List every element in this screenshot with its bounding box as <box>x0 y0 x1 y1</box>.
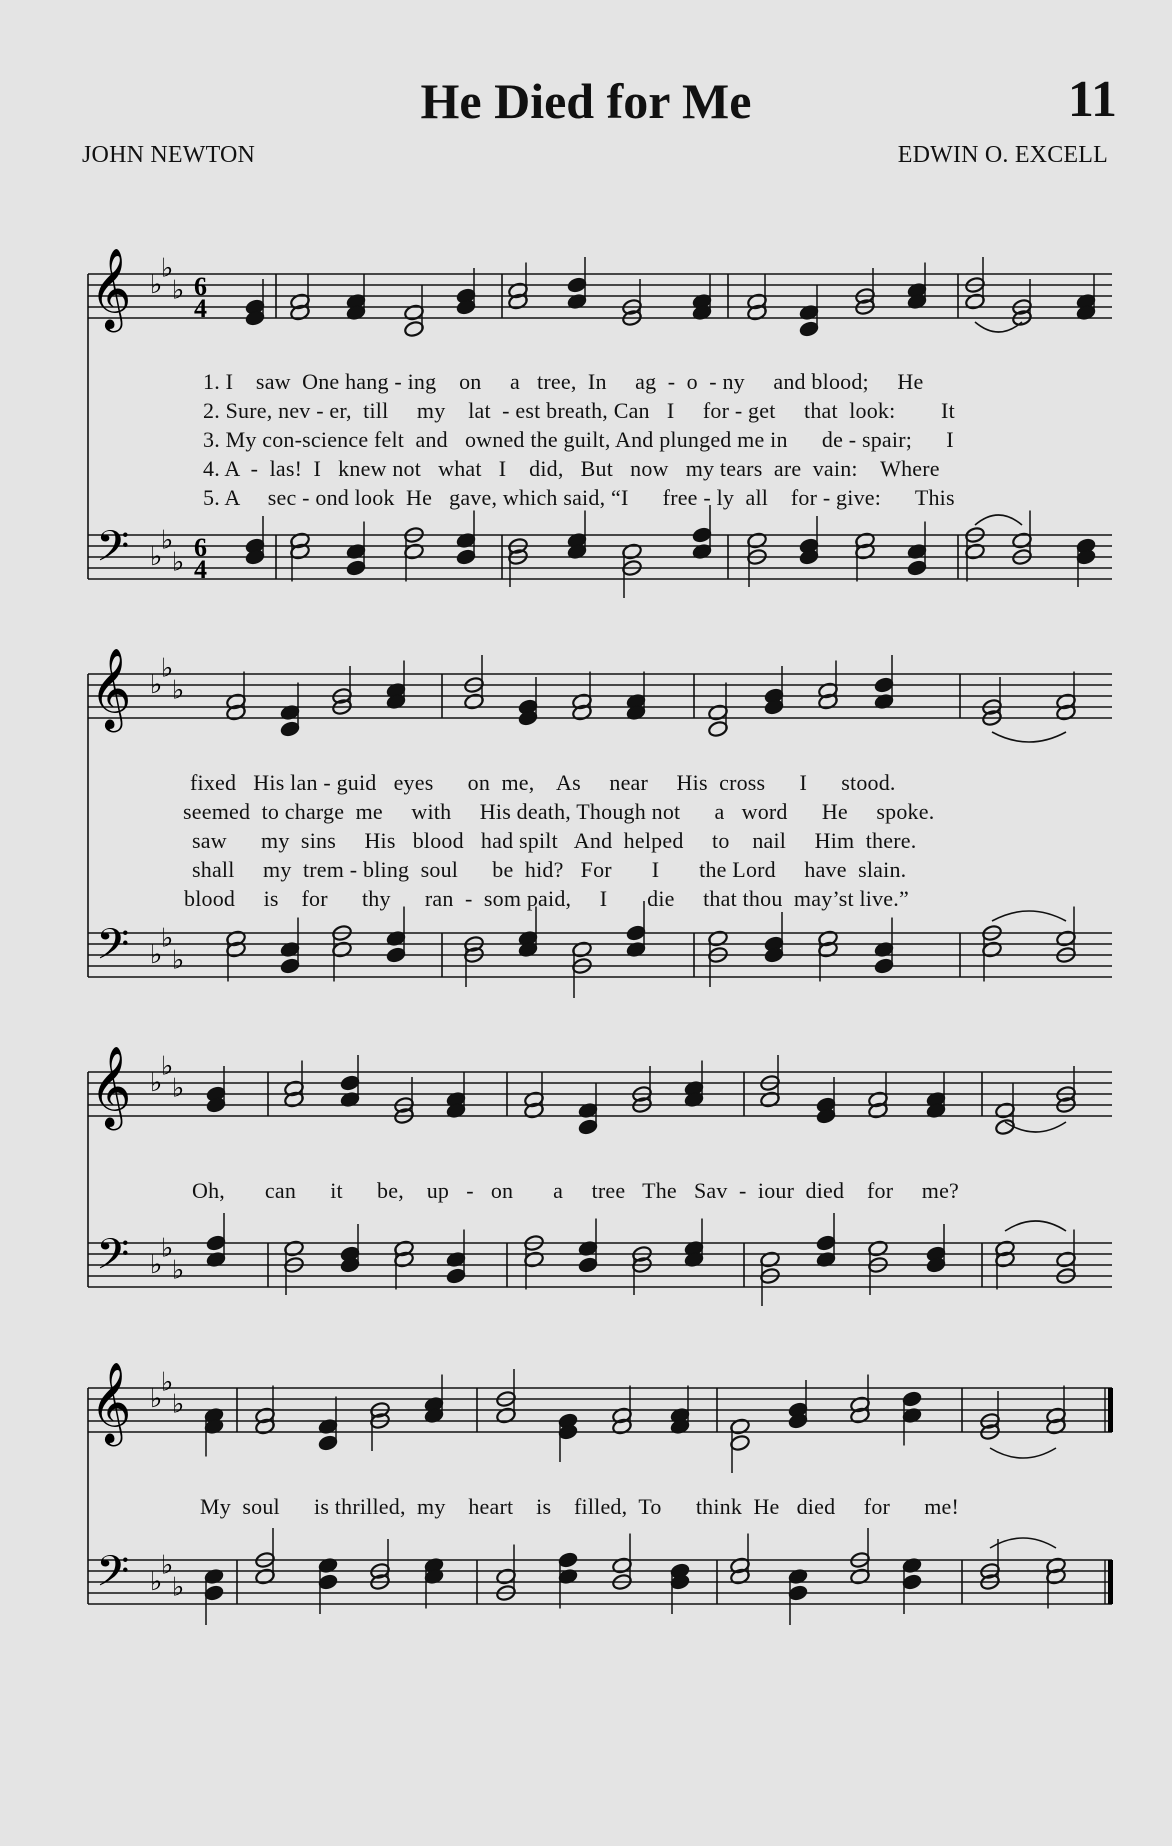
chord <box>577 1219 598 1274</box>
chord <box>994 1083 1015 1136</box>
verse-1-line-1: 1. I saw One hang - ing on a tree, In ag - o - ny and blood; He <box>203 369 924 394</box>
chord <box>815 1213 836 1268</box>
time-signature-bottom: 4 <box>194 555 207 584</box>
flat-sign-icon: ♭ <box>172 275 185 306</box>
chord <box>345 522 366 577</box>
chord <box>339 1224 360 1274</box>
time-signature-bottom: 4 <box>194 294 207 323</box>
flat-sign-icon: ♭ <box>161 525 174 556</box>
chord <box>867 1072 888 1120</box>
chord <box>763 912 784 964</box>
tie <box>990 1538 1056 1548</box>
refrain-line-2: My soul is thrilled, my heart is filled, To think He died for me! <box>200 1494 960 1519</box>
treble-clef-icon: 𝄞 <box>90 647 132 729</box>
flat-sign-icon: ♭ <box>172 547 185 578</box>
flat-sign-icon: ♭ <box>172 1073 185 1104</box>
chord <box>369 1539 390 1591</box>
chord <box>557 1551 578 1608</box>
flat-sign-icon: ♭ <box>161 1051 174 1082</box>
chord <box>244 279 265 327</box>
chord <box>964 257 985 310</box>
flat-sign-icon: ♭ <box>150 270 163 300</box>
chord <box>317 1397 338 1452</box>
tie <box>992 911 1066 921</box>
chord <box>566 257 587 310</box>
final-barline-thick <box>1108 1388 1113 1432</box>
chord <box>507 263 528 311</box>
bass-staff <box>88 1243 1112 1287</box>
chord <box>203 1568 224 1625</box>
treble-staff <box>88 1072 1112 1116</box>
flat-sign-icon: ♭ <box>172 1572 185 1603</box>
chord <box>317 1557 338 1614</box>
chord <box>691 274 712 322</box>
chord <box>815 1077 836 1125</box>
tie <box>1005 1221 1066 1231</box>
time-signature-top: 6 <box>194 533 207 562</box>
chord <box>393 1077 414 1125</box>
chord <box>463 935 484 987</box>
chord <box>906 263 927 311</box>
chord <box>873 918 894 975</box>
hymn-number: 11 <box>1067 71 1117 128</box>
chord <box>798 516 819 566</box>
chord <box>906 522 927 577</box>
chord <box>979 1539 1000 1591</box>
verse-1-line-2: fixed His lan - guid eyes on me, As near His cross I stood. <box>190 770 896 795</box>
bass-clef-icon: 𝄢 <box>96 522 130 582</box>
chord <box>571 941 592 998</box>
chord <box>787 1568 808 1625</box>
flat-sign-icon: ♭ <box>150 1384 163 1414</box>
chord <box>445 1072 466 1120</box>
chord <box>577 1083 598 1136</box>
flat-sign-icon: ♭ <box>150 940 163 970</box>
verse-4-line-2: shall my trem - bling soul be hid? For I the Lord have slain. <box>192 857 907 882</box>
bass-clef-icon: 𝄢 <box>96 1230 130 1290</box>
flat-sign-icon: ♭ <box>150 1567 163 1597</box>
verse-2-line-1: 2. Sure, nev - er, till my lat - est breath, Can I for - get that look: It <box>203 398 955 423</box>
lyricist-credit: JOHN NEWTON <box>82 142 256 168</box>
tie <box>975 515 1022 525</box>
chord <box>557 1412 578 1462</box>
flat-sign-icon: ♭ <box>150 542 163 572</box>
chord <box>445 1230 466 1285</box>
chord <box>759 1055 780 1108</box>
chord <box>339 1055 360 1108</box>
chord <box>631 1066 652 1114</box>
treble-clef-icon: 𝄞 <box>90 247 132 329</box>
verse-2-line-2: seemed to charge me with His death, Though not a word He spoke. <box>183 799 935 824</box>
chord <box>205 1213 226 1268</box>
chord <box>669 1562 690 1614</box>
chord <box>455 511 476 566</box>
verse-3-line-2: saw my sins His blood had spilt And helped to nail Him there. <box>192 828 917 853</box>
time-signature-top: 6 <box>194 272 207 301</box>
chord <box>798 285 819 338</box>
chord <box>283 1061 304 1109</box>
chord <box>925 1224 946 1274</box>
flat-sign-icon: ♭ <box>161 253 174 284</box>
chord <box>385 907 406 964</box>
chord <box>707 930 728 987</box>
chord <box>1075 274 1096 322</box>
chord <box>205 1066 226 1114</box>
chord <box>729 1418 750 1473</box>
chord <box>621 543 642 598</box>
chord <box>403 285 424 338</box>
chord <box>369 1401 390 1451</box>
chord <box>279 918 300 975</box>
chord <box>759 1251 780 1306</box>
composer-credit: EDWIN O. EXCELL <box>897 142 1108 168</box>
flat-sign-icon: ♭ <box>150 670 163 700</box>
chord <box>254 1528 275 1585</box>
chord <box>523 1072 544 1120</box>
chord <box>849 1528 870 1585</box>
verse-3-line-1: 3. My con-science felt and owned the guilt, And plunged me in de - spair; I <box>203 427 954 452</box>
chord <box>463 655 484 710</box>
chord <box>495 1369 516 1424</box>
chord <box>345 274 366 322</box>
flat-sign-icon: ♭ <box>150 1250 163 1280</box>
verse-5-line-2: blood is for thy ran - som paid, I die that thou may’st live.” <box>184 886 909 911</box>
refrain-line-1: Oh, can it be, up - on a tree The Sav - iour died for me? <box>192 1178 960 1203</box>
chord <box>683 1061 704 1109</box>
tie <box>990 1448 1056 1458</box>
bass-clef-icon: 𝄢 <box>96 1547 130 1607</box>
chord <box>901 1390 922 1445</box>
flat-sign-icon: ♭ <box>161 1550 174 1581</box>
bass-staff <box>88 1560 1112 1604</box>
chord <box>244 516 265 566</box>
verse-4-line-1: 4. A - las! I knew not what I did, But now my tears are vain: Where <box>203 456 940 481</box>
verse-5-line-1: 5. A sec - ond look He gave, which said, “I free - ly all for - give: This <box>203 485 955 510</box>
bass-staff <box>88 933 1112 977</box>
chord <box>1055 1066 1076 1114</box>
chord <box>707 683 728 738</box>
flat-sign-icon: ♭ <box>161 923 174 954</box>
treble-clef-icon: 𝄞 <box>90 1045 132 1127</box>
flat-sign-icon: ♭ <box>161 653 174 684</box>
flat-sign-icon: ♭ <box>172 675 185 706</box>
flat-sign-icon: ♭ <box>172 1389 185 1420</box>
chord <box>289 274 310 322</box>
flat-sign-icon: ♭ <box>172 1255 185 1286</box>
chord <box>621 279 642 327</box>
flat-sign-icon: ♭ <box>161 1367 174 1398</box>
treble-staff <box>88 1388 1112 1432</box>
chord <box>455 268 476 316</box>
bass-clef-icon: 𝄢 <box>96 920 130 980</box>
chord <box>746 274 767 322</box>
flat-sign-icon: ♭ <box>150 1068 163 1098</box>
chord <box>854 268 875 316</box>
chord <box>873 655 894 710</box>
treble-clef-icon: 𝄞 <box>90 1361 132 1443</box>
chord <box>691 505 712 560</box>
tie <box>992 732 1066 742</box>
chord <box>925 1072 946 1120</box>
chord <box>279 683 300 738</box>
flat-sign-icon: ♭ <box>172 945 185 976</box>
flat-sign-icon: ♭ <box>161 1233 174 1264</box>
chord <box>1011 279 1032 327</box>
chord <box>901 1557 922 1614</box>
hymn-title: He Died for Me <box>420 73 752 129</box>
final-barline-thick <box>1108 1560 1113 1604</box>
